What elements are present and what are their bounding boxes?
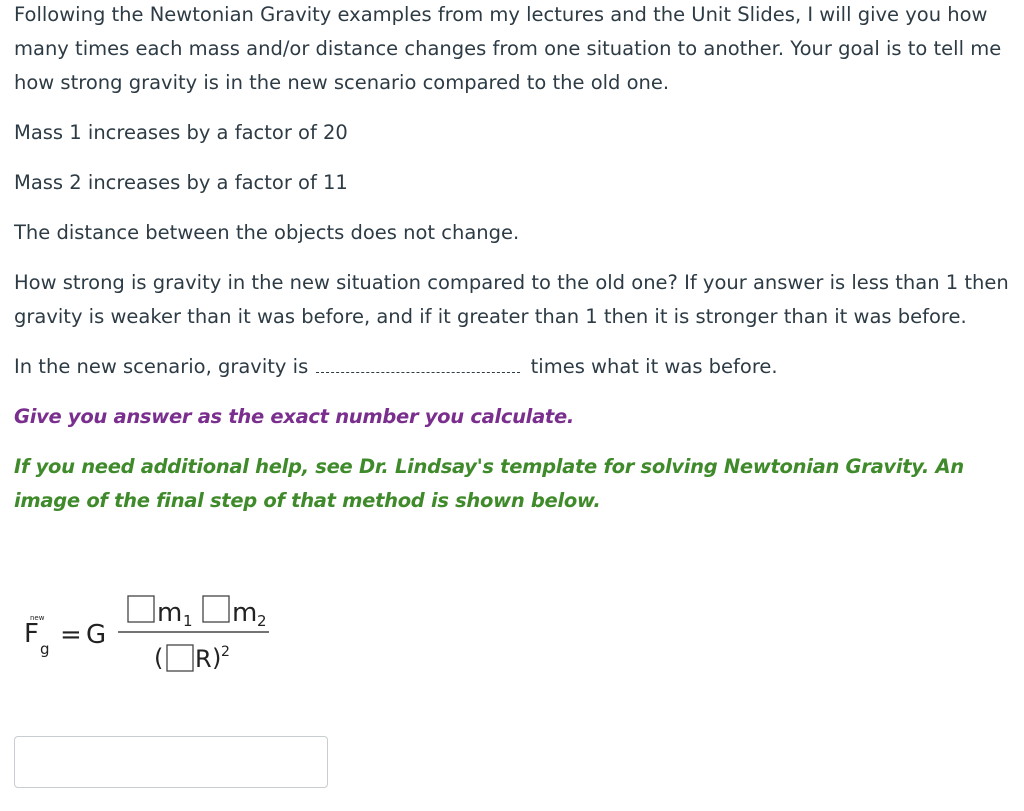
distance-factor-box — [167, 645, 193, 671]
formula-m1-subscript: 1 — [183, 612, 193, 630]
mass1-change: Mass 1 increases by a factor of 20 — [14, 121, 348, 144]
formula-close-paren: ) — [212, 644, 222, 672]
formula-open-paren: ( — [154, 644, 164, 672]
fill-in-after: times what it was before. — [530, 355, 778, 378]
formula-R: R — [195, 645, 212, 673]
formula-new-superscript: new — [30, 614, 45, 622]
gravity-formula — [20, 584, 280, 684]
formula-G: G — [86, 620, 107, 650]
question-body — [14, 0, 1010, 534]
formula-equals: = — [60, 620, 82, 650]
formula-F: F — [24, 619, 39, 649]
formula-g-subscript: g — [40, 640, 50, 658]
answer-input[interactable] — [14, 736, 328, 788]
mass2-factor-box — [203, 596, 229, 622]
answer-instruction: Give you answer as the exact number you calculate. — [14, 405, 574, 428]
fill-in-before: In the new scenario, gravity is — [14, 355, 309, 378]
help-text: If you need additional help, see Dr. Lindsay's template for solving Newtonian Gravity. An image of the final step of that method is shown below. — [14, 455, 964, 512]
intro-text: Following the Newtonian Gravity examples from my lectures and the Unit Slides, I will give you how many times each mass and/or distance changes from one situation to another. Your goal is to tell me how strong gravity is in the new scenario compared to the old one. — [14, 3, 1002, 94]
gravity-formula-image — [20, 584, 280, 684]
mass2-change: Mass 2 increases by a factor of 11 — [14, 171, 348, 194]
fill-in-blank — [316, 354, 520, 373]
mass1-factor-box — [128, 596, 154, 622]
formula-m2-subscript: 2 — [257, 612, 267, 630]
formula-m1: m — [157, 598, 183, 628]
formula-power: 2 — [221, 644, 230, 660]
formula-m2: m — [232, 598, 258, 628]
distance-change: The distance between the objects does not change. — [14, 221, 520, 244]
question-prompt: How strong is gravity in the new situation compared to the old one? If your answer is less than 1 then gravity is weaker than it was before, and if it greater than 1 then it is stronger than it was before. — [14, 271, 1009, 328]
fill-in-sentence — [14, 350, 1010, 384]
